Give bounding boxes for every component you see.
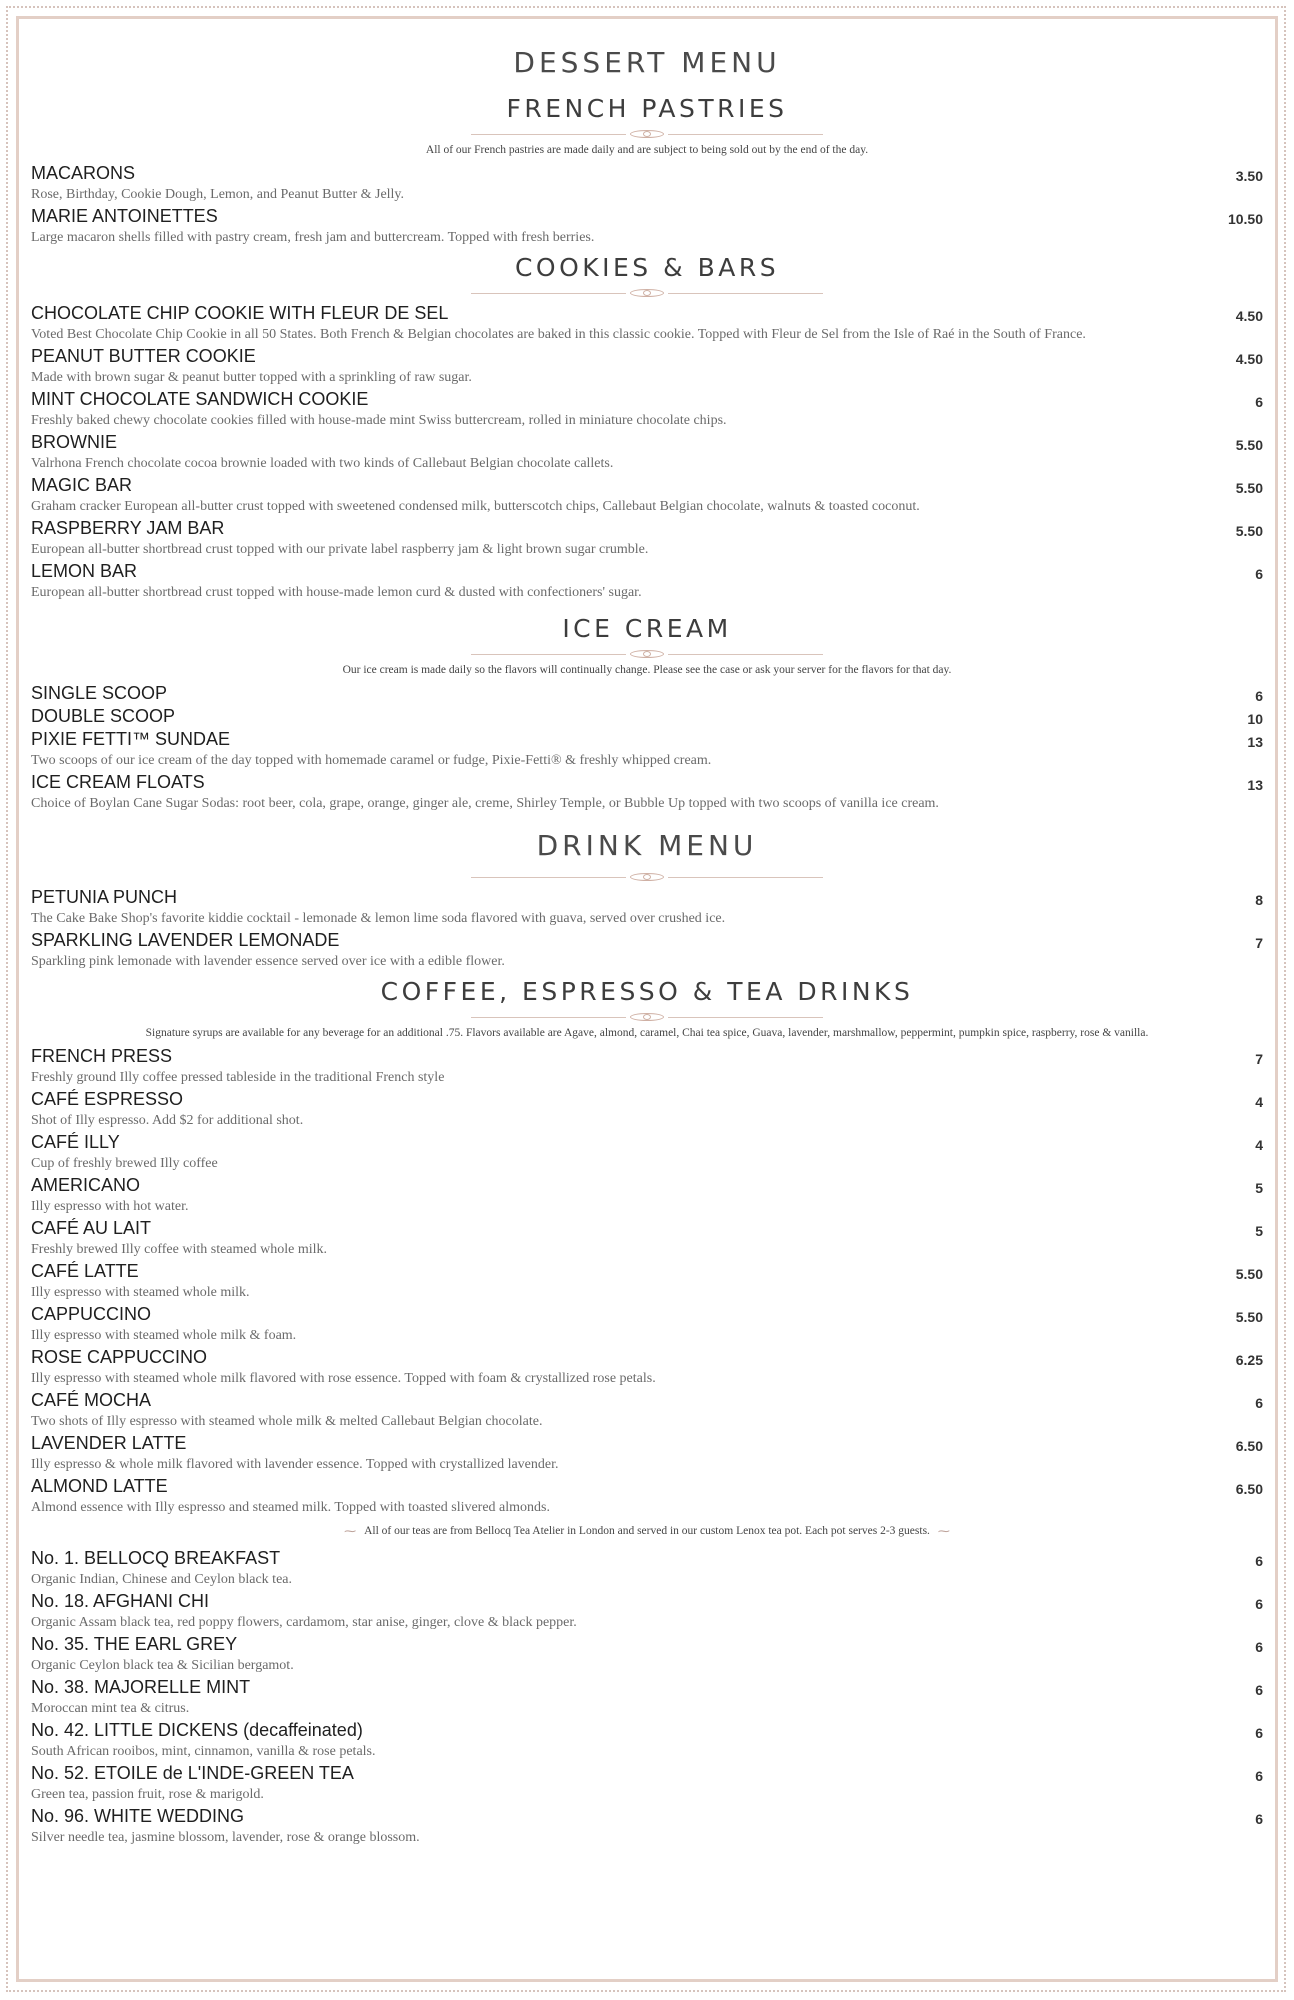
page-title: DESSERT MENU [513, 46, 781, 79]
item-description: Sparkling pink lemonade with lavender essence served over ice with a edible flower. [31, 954, 505, 969]
item-price: 5 [1255, 1180, 1263, 1196]
item-price: 6 [1255, 688, 1263, 704]
item-name: ICE CREAM FLOATS [31, 772, 205, 792]
item-price: 5.50 [1235, 480, 1263, 496]
menu-item [31, 560, 1263, 603]
ornament-divider [31, 129, 1263, 139]
item-name: PETUNIA PUNCH [31, 887, 178, 907]
item-description: Illy espresso with steamed whole milk & foam. [31, 1328, 297, 1343]
menu-item [31, 345, 1263, 388]
item-description: Graham cracker European all-butter crust topped with sweetened condensed milk, butterscotch chips, Callebaut Belgian chocolate, walnuts & toasted coconut. [31, 499, 920, 514]
item-description: Made with brown sugar & peanut butter topped with a sprinkling of raw sugar. [31, 370, 472, 385]
item-description: Organic Assam black tea, red poppy flowers, cardamom, star anise, ginger, clove & black pepper. [31, 1615, 577, 1630]
item-list-cookies-bars [31, 302, 1263, 603]
item-name: SINGLE SCOOP [31, 683, 168, 703]
item-list-drinks [31, 886, 1263, 972]
item-name: CAPPUCCINO [31, 1304, 152, 1324]
ornament-divider [31, 288, 1263, 298]
flourish-icon: ⁓ [937, 1524, 950, 1538]
item-price: 6 [1255, 394, 1263, 410]
item-name: LAVENDER LATTE [31, 1433, 187, 1453]
item-price: 10.50 [1227, 211, 1263, 227]
item-description: Large macaron shells filled with pastry cream, fresh jam and buttercream. Topped with fresh berries. [31, 230, 595, 245]
item-name: DOUBLE SCOOP [31, 706, 176, 726]
section-title-ice-cream: ICE CREAM [562, 614, 732, 643]
menu-item [31, 1475, 1263, 1518]
item-price: 6 [1255, 1596, 1263, 1612]
item-name: PEANUT BUTTER COOKIE [31, 346, 256, 366]
section-title-cookies-bars: COOKIES & BARS [514, 253, 780, 282]
menu-item [31, 1590, 1263, 1633]
menu-item [31, 1174, 1263, 1217]
item-price: 4 [1255, 1094, 1263, 1110]
menu-item [31, 929, 1263, 972]
item-description: Almond essence with Illy espresso and steamed milk. Topped with toasted slivered almonds. [31, 1500, 550, 1515]
menu-item [31, 682, 1263, 705]
section-title-drink-menu: DRINK MENU [536, 829, 758, 862]
menu-item [31, 205, 1263, 248]
item-price: 5.50 [1235, 1266, 1263, 1282]
menu-item [31, 1260, 1263, 1303]
item-price: 3.50 [1235, 168, 1263, 184]
item-price: 8 [1255, 892, 1263, 908]
flourish-icon: ⁓ [344, 1524, 357, 1538]
item-description: Illy espresso with hot water. [31, 1199, 189, 1214]
section-note: All of our French pastries are made daily and are subject to being sold out by the end of the day. [425, 144, 869, 156]
menu-item [31, 1217, 1263, 1260]
menu-item [31, 1762, 1263, 1805]
item-name: No. 42. LITTLE DICKENS (decaffeinated) [31, 1720, 363, 1740]
item-price: 13 [1247, 777, 1263, 793]
item-name: MARIE ANTOINETTES [31, 206, 218, 226]
item-name: CAFÉ MOCHA [31, 1390, 152, 1410]
menu-item [31, 1547, 1263, 1590]
menu-item [31, 1432, 1263, 1475]
item-name: CAFÉ LATTE [31, 1261, 139, 1281]
item-description: Choice of Boylan Cane Sugar Sodas: root beer, cola, grape, orange, ginger ale, creme, Shirley Temple, or Bubble Up topped with two scoops of vanilla ice cream. [31, 796, 939, 811]
item-description: Shot of Illy espresso. Add $2 for additional shot. [31, 1113, 304, 1128]
menu-item [31, 1131, 1263, 1174]
item-price: 6.25 [1235, 1352, 1263, 1368]
item-name: MINT CHOCOLATE SANDWICH COOKIE [31, 389, 369, 409]
menu-item [31, 1719, 1263, 1762]
item-price: 5.50 [1235, 1309, 1263, 1325]
item-name: No. 52. ETOILE de L'INDE-GREEN TEA [31, 1763, 354, 1783]
item-name: AMERICANO [31, 1175, 141, 1195]
menu-frame [16, 16, 1278, 1982]
menu-item [31, 705, 1263, 728]
item-description: South African rooibos, mint, cinnamon, vanilla & rose petals. [31, 1744, 376, 1759]
menu-item [31, 1045, 1263, 1088]
item-description: Illy espresso with steamed whole milk flavored with rose essence. Topped with foam & crystallized rose petals. [31, 1371, 656, 1386]
item-name: SPARKLING LAVENDER LEMONADE [31, 930, 340, 950]
ornament-divider [31, 649, 1263, 659]
item-price: 6 [1255, 1725, 1263, 1741]
item-price: 5.50 [1235, 523, 1263, 539]
item-list-french-pastries [31, 162, 1263, 248]
item-description: Two shots of Illy espresso with steamed whole milk & melted Callebaut Belgian chocolate. [31, 1414, 543, 1429]
item-description: The Cake Bake Shop's favorite kiddie cocktail - lemonade & lemon lime soda flavored with guava, served over crushed ice. [31, 911, 726, 926]
menu-item [31, 1633, 1263, 1676]
item-description: Silver needle tea, jasmine blossom, lavender, rose & orange blossom. [31, 1830, 420, 1845]
item-name: No. 96. WHITE WEDDING [31, 1806, 245, 1826]
item-description: Cup of freshly brewed Illy coffee [31, 1156, 218, 1171]
item-description: Organic Ceylon black tea & Sicilian bergamot. [31, 1658, 294, 1673]
item-description: Moroccan mint tea & citrus. [31, 1701, 190, 1716]
item-price: 7 [1255, 935, 1263, 951]
item-description: Freshly ground Illy coffee pressed tableside in the traditional French style [31, 1070, 445, 1085]
menu-item [31, 1088, 1263, 1131]
item-name: No. 35. THE EARL GREY [31, 1634, 238, 1654]
item-name: No. 38. MAJORELLE MINT [31, 1677, 251, 1697]
item-name: CAFÉ ESPRESSO [31, 1089, 184, 1109]
item-description: Green tea, passion fruit, rose & marigold. [31, 1787, 264, 1802]
item-description: Illy espresso with steamed whole milk. [31, 1285, 250, 1300]
menu-item [31, 1805, 1263, 1848]
menu-item [31, 162, 1263, 205]
section-note: Signature syrups are available for any beverage for an additional .75. Flavors available are Agave, almond, caramel, Chai tea spice, Guava, lavender, marshmallow, peppermint, pumpkin spice, raspberry, rose & vanilla. [145, 1027, 1149, 1039]
item-name: RASPBERRY JAM BAR [31, 518, 225, 538]
item-price: 6 [1255, 1395, 1263, 1411]
menu-item [31, 388, 1263, 431]
menu-item [31, 302, 1263, 345]
menu-item [31, 474, 1263, 517]
section-note: Our ice cream is made daily so the flavors will continually change. Please see the case or ask your server for the flavors for that day. [342, 664, 952, 676]
item-price: 10 [1247, 711, 1263, 727]
item-price: 6 [1255, 1682, 1263, 1698]
item-name: LEMON BAR [31, 561, 138, 581]
item-name: PIXIE FETTI™ SUNDAE [31, 729, 231, 749]
item-description: Two scoops of our ice cream of the day topped with homemade caramel or fudge, Pixie-Fetti® & freshly whipped cream. [31, 753, 712, 768]
tea-note [31, 1524, 1263, 1539]
item-name: FRENCH PRESS [31, 1046, 173, 1066]
item-price: 13 [1247, 734, 1263, 750]
menu-item [31, 1676, 1263, 1719]
ornament-divider [31, 1012, 1263, 1022]
item-name: ALMOND LATTE [31, 1476, 168, 1496]
menu-item [31, 771, 1263, 814]
menu-item [31, 1303, 1263, 1346]
item-name: MACARONS [31, 163, 136, 183]
item-list-ice-cream [31, 682, 1263, 814]
item-price: 6 [1255, 566, 1263, 582]
item-name: CAFÉ ILLY [31, 1132, 120, 1152]
menu-item [31, 1389, 1263, 1432]
item-price: 5 [1255, 1223, 1263, 1239]
item-price: 6.50 [1235, 1438, 1263, 1454]
section-title-french-pastries: FRENCH PASTRIES [506, 94, 788, 123]
menu-item [31, 517, 1263, 560]
item-price: 6.50 [1235, 1481, 1263, 1497]
section-title-coffee: COFFEE, ESPRESSO & TEA DRINKS [380, 977, 914, 1006]
item-name: CAFÉ AU LAIT [31, 1218, 152, 1238]
item-name: No. 1. BELLOCQ BREAKFAST [31, 1548, 281, 1568]
item-name: MAGIC BAR [31, 475, 133, 495]
item-description: Rose, Birthday, Cookie Dough, Lemon, and Peanut Butter & Jelly. [31, 187, 405, 202]
menu-item [31, 728, 1263, 771]
item-price: 5.50 [1235, 437, 1263, 453]
item-price: 4 [1255, 1137, 1263, 1153]
item-price: 4.50 [1235, 308, 1263, 324]
item-list-tea [31, 1547, 1263, 1848]
item-price: 4.50 [1235, 351, 1263, 367]
item-description: Freshly baked chewy chocolate cookies filled with house-made mint Swiss buttercream, rolled in miniature chocolate chips. [31, 413, 727, 428]
item-name: ROSE CAPPUCCINO [31, 1347, 208, 1367]
ornament-divider [31, 872, 1263, 882]
item-description: European all-butter shortbread crust topped with house-made lemon curd & dusted with confectioners' sugar. [31, 585, 642, 600]
menu-item [31, 431, 1263, 474]
item-price: 6 [1255, 1553, 1263, 1569]
item-name: No. 18. AFGHANI CHI [31, 1591, 210, 1611]
item-name: CHOCOLATE CHIP COOKIE WITH FLEUR DE SEL [31, 303, 449, 323]
item-description: European all-butter shortbread crust topped with our private label raspberry jam & light brown sugar crumble. [31, 542, 649, 557]
item-description: Freshly brewed Illy coffee with steamed whole milk. [31, 1242, 327, 1257]
item-price: 6 [1255, 1811, 1263, 1827]
menu-item [31, 886, 1263, 929]
item-price: 6 [1255, 1639, 1263, 1655]
item-description: Illy espresso & whole milk flavored with lavender essence. Topped with crystallized lavender. [31, 1457, 559, 1472]
item-name: BROWNIE [31, 432, 118, 452]
item-description: Organic Indian, Chinese and Ceylon black tea. [31, 1572, 292, 1587]
item-description: Voted Best Chocolate Chip Cookie in all 50 States. Both French & Belgian chocolates are baked in this classic cookie. Topped with Fleur de Sel from the Isle of Raé in the South of France. [31, 327, 1086, 342]
item-description: Valrhona French chocolate cocoa brownie loaded with two kinds of Callebaut Belgian chocolate callets. [31, 456, 614, 471]
item-list-coffee [31, 1045, 1263, 1518]
tea-note-text: All of our teas are from Bellocq Tea Atelier in London and served in our custom Lenox tea pot. Each pot serves 2-3 guests. [364, 1525, 930, 1537]
item-price: 7 [1255, 1051, 1263, 1067]
menu-item [31, 1346, 1263, 1389]
item-price: 6 [1255, 1768, 1263, 1784]
